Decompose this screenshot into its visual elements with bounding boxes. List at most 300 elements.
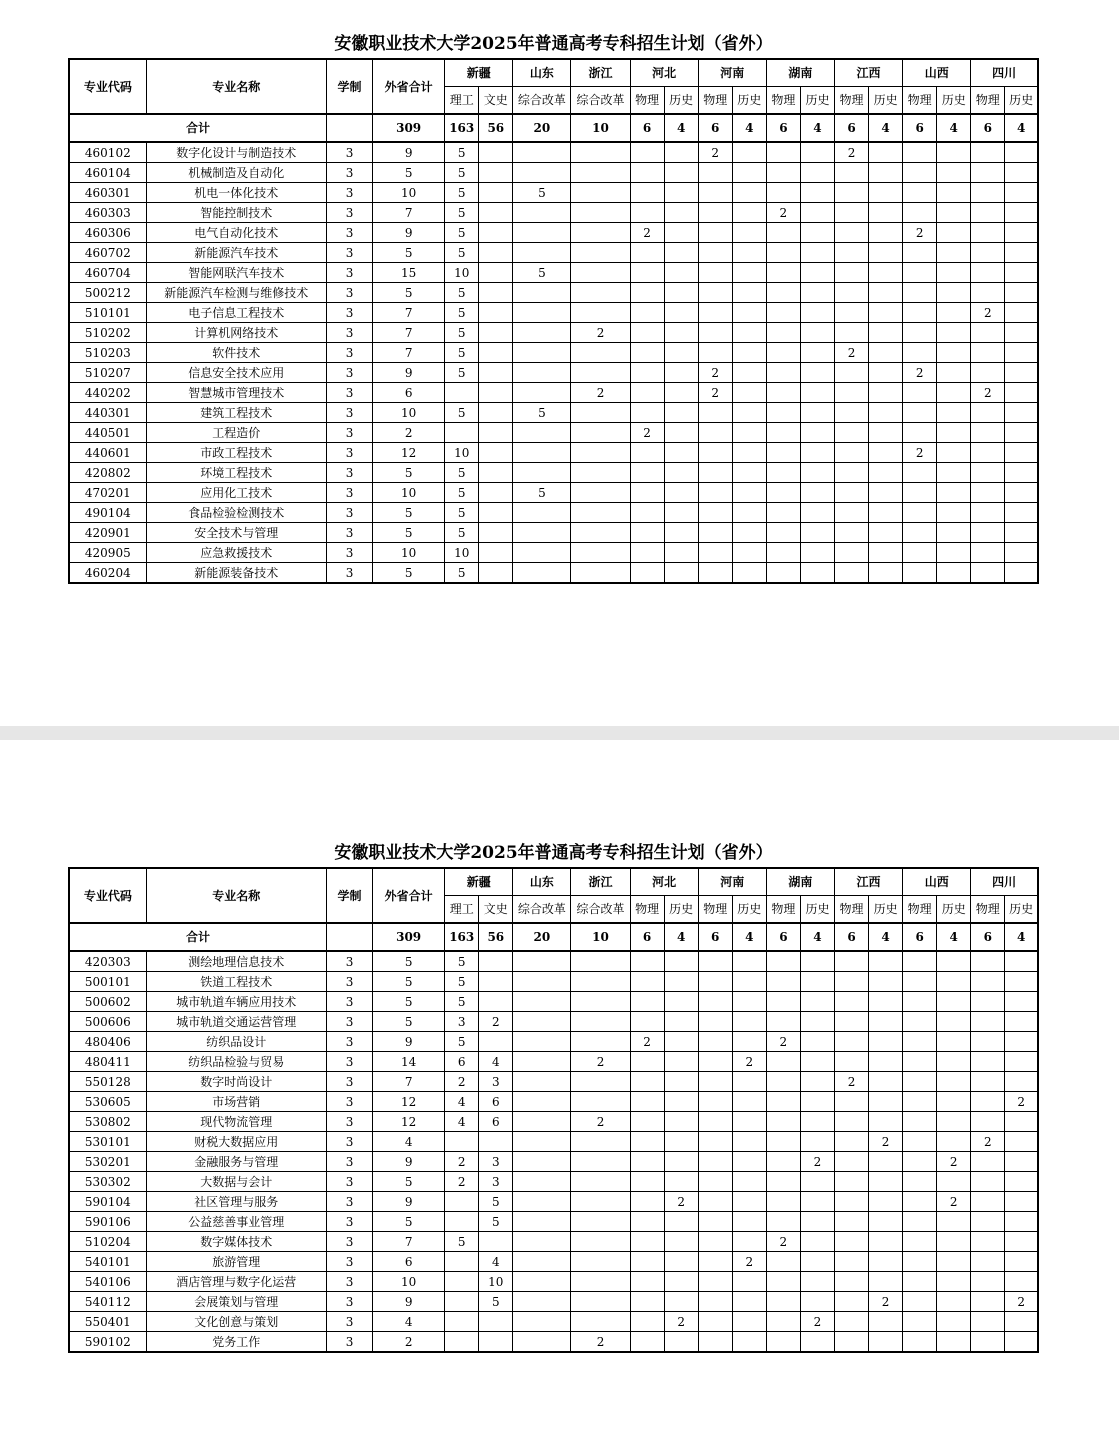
quota-cell: [1005, 1152, 1038, 1172]
header-code: 专业代码: [69, 868, 146, 923]
quota-cell: [698, 1012, 732, 1032]
table-row: [69, 1152, 1038, 1172]
quota-cell: 2: [698, 363, 732, 383]
major-total: 14: [373, 1052, 445, 1072]
quota-cell: [664, 1012, 698, 1032]
major-total: 9: [373, 1192, 445, 1212]
header-code: 专业代码: [69, 59, 146, 114]
quota-cell: [903, 283, 937, 303]
quota-cell: [971, 1072, 1005, 1092]
quota-cell: 5: [445, 203, 479, 223]
header-subject: 物理: [630, 896, 664, 924]
header-subject: 综合改革: [571, 896, 630, 924]
header-province: 新疆: [445, 868, 513, 896]
quota-cell: [571, 543, 630, 563]
quota-cell: [869, 383, 903, 403]
quota-cell: [479, 283, 513, 303]
total-value: 4: [800, 114, 834, 142]
quota-cell: [1005, 951, 1038, 972]
total-value: 163: [445, 114, 479, 142]
major-name: 大数据与会计: [146, 1172, 326, 1192]
major-duration: 3: [326, 523, 372, 543]
total-value: 6: [698, 923, 732, 951]
quota-cell: 5: [445, 303, 479, 323]
quota-cell: [834, 1152, 868, 1172]
quota-cell: [766, 1252, 800, 1272]
quota-cell: [571, 1312, 630, 1332]
total-value: 6: [698, 114, 732, 142]
enrollment-table: [68, 867, 1039, 1353]
quota-cell: [971, 1192, 1005, 1212]
table-row: [69, 403, 1038, 423]
major-name: 智慧城市管理技术: [146, 383, 326, 403]
major-duration: 3: [326, 142, 372, 163]
table-row: [69, 543, 1038, 563]
table-row: [69, 951, 1038, 972]
quota-cell: 5: [445, 223, 479, 243]
quota-cell: [479, 1132, 513, 1152]
quota-cell: [971, 972, 1005, 992]
major-code: 440601: [69, 443, 146, 463]
quota-cell: [1005, 243, 1038, 263]
header-province: 浙江: [571, 868, 630, 896]
quota-cell: [937, 163, 971, 183]
quota-cell: [698, 1252, 732, 1272]
quota-cell: 4: [445, 1112, 479, 1132]
quota-cell: [664, 463, 698, 483]
table-row: [69, 223, 1038, 243]
major-code: 470201: [69, 483, 146, 503]
quota-cell: [800, 1292, 834, 1312]
quota-cell: [766, 1112, 800, 1132]
quota-cell: [971, 223, 1005, 243]
quota-cell: [571, 563, 630, 584]
quota-cell: [800, 1012, 834, 1032]
total-row: [69, 923, 1038, 951]
major-duration: 3: [326, 992, 372, 1012]
quota-cell: [869, 423, 903, 443]
quota-cell: [903, 972, 937, 992]
quota-cell: [630, 163, 664, 183]
major-name: 机电一体化技术: [146, 183, 326, 203]
quota-cell: [479, 543, 513, 563]
major-duration: 3: [326, 283, 372, 303]
quota-cell: [664, 163, 698, 183]
major-duration: 3: [326, 1332, 372, 1353]
quota-cell: [513, 303, 571, 323]
major-code: 510202: [69, 323, 146, 343]
major-total: 10: [373, 1272, 445, 1292]
total-value: 20: [513, 114, 571, 142]
header-subject: 理工: [445, 896, 479, 924]
quota-cell: [766, 163, 800, 183]
major-total: 5: [373, 163, 445, 183]
quota-cell: [1005, 1312, 1038, 1332]
quota-cell: [869, 523, 903, 543]
header-subject: 理工: [445, 87, 479, 115]
major-name: 机械制造及自动化: [146, 163, 326, 183]
major-code: 530605: [69, 1092, 146, 1112]
major-duration: 3: [326, 1312, 372, 1332]
quota-cell: [664, 1132, 698, 1152]
quota-cell: 3: [445, 1012, 479, 1032]
quota-cell: [698, 203, 732, 223]
quota-cell: [766, 343, 800, 363]
quota-cell: [903, 523, 937, 543]
quota-cell: [513, 1152, 571, 1172]
quota-cell: [869, 1072, 903, 1092]
quota-cell: [479, 343, 513, 363]
quota-cell: [445, 383, 479, 403]
quota-cell: [800, 303, 834, 323]
quota-cell: [903, 951, 937, 972]
quota-cell: 5: [445, 243, 479, 263]
quota-cell: [766, 1292, 800, 1312]
quota-cell: [630, 563, 664, 584]
quota-cell: [903, 992, 937, 1012]
table-row: [69, 363, 1038, 383]
header-subject: 文史: [479, 896, 513, 924]
header-subject: 综合改革: [513, 87, 571, 115]
quota-cell: [800, 1132, 834, 1152]
major-duration: 3: [326, 1152, 372, 1172]
quota-cell: [1005, 463, 1038, 483]
quota-cell: 4: [445, 1092, 479, 1112]
quota-cell: 2: [869, 1292, 903, 1312]
quota-cell: [1005, 163, 1038, 183]
quota-cell: [800, 142, 834, 163]
quota-cell: [513, 243, 571, 263]
quota-cell: [664, 263, 698, 283]
major-code: 540106: [69, 1272, 146, 1292]
table-row: [69, 1332, 1038, 1353]
quota-cell: [630, 403, 664, 423]
header-province: 湖南: [766, 59, 834, 87]
quota-cell: [800, 483, 834, 503]
major-duration: 3: [326, 383, 372, 403]
quota-cell: [766, 972, 800, 992]
quota-cell: [732, 1312, 766, 1332]
quota-cell: [869, 343, 903, 363]
quota-cell: [1005, 992, 1038, 1012]
total-value: 4: [869, 923, 903, 951]
major-name: 计算机网络技术: [146, 323, 326, 343]
table-row: [69, 303, 1038, 323]
total-value: 4: [937, 114, 971, 142]
header-subject: 物理: [766, 87, 800, 115]
quota-cell: [800, 1112, 834, 1132]
quota-cell: [698, 343, 732, 363]
quota-cell: [971, 563, 1005, 584]
quota-cell: [664, 283, 698, 303]
quota-cell: [834, 1052, 868, 1072]
quota-cell: [571, 243, 630, 263]
quota-cell: [800, 1072, 834, 1092]
major-duration: 3: [326, 972, 372, 992]
major-name: 数字媒体技术: [146, 1232, 326, 1252]
quota-cell: [571, 1192, 630, 1212]
header-subject: 物理: [834, 87, 868, 115]
quota-cell: 5: [445, 563, 479, 584]
quota-cell: [766, 443, 800, 463]
quota-cell: [732, 263, 766, 283]
table-row: [69, 1212, 1038, 1232]
major-name: 社区管理与服务: [146, 1192, 326, 1212]
total-value: 6: [903, 114, 937, 142]
major-duration: 3: [326, 303, 372, 323]
table-row: [69, 1052, 1038, 1072]
table-row: [69, 1172, 1038, 1192]
quota-cell: [869, 443, 903, 463]
quota-cell: [1005, 1212, 1038, 1232]
quota-cell: [698, 223, 732, 243]
quota-cell: [630, 1172, 664, 1192]
quota-cell: [766, 363, 800, 383]
quota-cell: [766, 283, 800, 303]
quota-cell: [834, 203, 868, 223]
quota-cell: [664, 1032, 698, 1052]
quota-cell: [834, 283, 868, 303]
quota-cell: [664, 503, 698, 523]
total-value: 6: [971, 923, 1005, 951]
quota-cell: [766, 1172, 800, 1192]
quota-cell: [664, 1172, 698, 1192]
quota-cell: [732, 1152, 766, 1172]
quota-cell: [1005, 263, 1038, 283]
quota-cell: [698, 951, 732, 972]
quota-cell: [732, 523, 766, 543]
header-subject: 历史: [732, 896, 766, 924]
header-subject: 物理: [698, 87, 732, 115]
quota-cell: [903, 1232, 937, 1252]
quota-cell: [1005, 283, 1038, 303]
quota-cell: [698, 163, 732, 183]
quota-cell: [766, 1072, 800, 1092]
quota-cell: 2: [1005, 1292, 1038, 1312]
quota-cell: [903, 1252, 937, 1272]
quota-cell: [1005, 363, 1038, 383]
total-value: 4: [664, 923, 698, 951]
quota-cell: 2: [630, 223, 664, 243]
header-subject: 历史: [664, 896, 698, 924]
major-code: 460204: [69, 563, 146, 584]
total-duration: [326, 923, 372, 951]
header-subject: 物理: [903, 896, 937, 924]
quota-cell: [571, 303, 630, 323]
quota-cell: [834, 1132, 868, 1152]
quota-cell: [630, 1052, 664, 1072]
quota-cell: 2: [971, 303, 1005, 323]
quota-cell: [937, 1272, 971, 1292]
quota-cell: 5: [445, 343, 479, 363]
table-row: [69, 563, 1038, 584]
quota-cell: 2: [445, 1172, 479, 1192]
quota-cell: [869, 1212, 903, 1232]
quota-cell: [479, 1232, 513, 1252]
quota-cell: 5: [513, 263, 571, 283]
quota-cell: [834, 1332, 868, 1353]
quota-cell: [630, 383, 664, 403]
quota-cell: [445, 1212, 479, 1232]
quota-cell: [903, 403, 937, 423]
major-duration: 3: [326, 463, 372, 483]
quota-cell: 2: [630, 1032, 664, 1052]
quota-cell: [971, 1212, 1005, 1232]
quota-cell: [834, 1212, 868, 1232]
major-code: 510203: [69, 343, 146, 363]
quota-cell: [664, 363, 698, 383]
major-total: 5: [373, 1172, 445, 1192]
quota-cell: [513, 1192, 571, 1212]
major-code: 550128: [69, 1072, 146, 1092]
quota-cell: [766, 223, 800, 243]
major-duration: 3: [326, 543, 372, 563]
quota-cell: 4: [479, 1252, 513, 1272]
quota-cell: 2: [971, 1132, 1005, 1152]
quota-cell: [479, 263, 513, 283]
quota-cell: [937, 523, 971, 543]
quota-cell: [664, 1212, 698, 1232]
quota-cell: [664, 1052, 698, 1072]
quota-cell: [766, 383, 800, 403]
quota-cell: [1005, 1112, 1038, 1132]
header-province: 河北: [630, 868, 698, 896]
quota-cell: [937, 543, 971, 563]
quota-cell: [766, 563, 800, 584]
major-name: 智能网联汽车技术: [146, 263, 326, 283]
quota-cell: [937, 1212, 971, 1232]
quota-cell: [698, 183, 732, 203]
quota-cell: [571, 972, 630, 992]
quota-cell: [1005, 343, 1038, 363]
quota-cell: [479, 423, 513, 443]
table-row: [69, 183, 1038, 203]
major-code: 510207: [69, 363, 146, 383]
quota-cell: [903, 303, 937, 323]
quota-cell: [664, 1072, 698, 1092]
header-subject: 物理: [903, 87, 937, 115]
quota-cell: [834, 1172, 868, 1192]
quota-cell: [664, 203, 698, 223]
quota-cell: [834, 223, 868, 243]
major-name: 酒店管理与数字化运营: [146, 1272, 326, 1292]
major-code: 480406: [69, 1032, 146, 1052]
quota-cell: [834, 1092, 868, 1112]
quota-cell: [834, 1252, 868, 1272]
quota-cell: 5: [479, 1212, 513, 1232]
major-name: 电子信息工程技术: [146, 303, 326, 323]
quota-cell: [937, 303, 971, 323]
quota-cell: [834, 363, 868, 383]
quota-cell: [698, 463, 732, 483]
major-name: 金融服务与管理: [146, 1152, 326, 1172]
quota-cell: [732, 951, 766, 972]
quota-cell: [834, 463, 868, 483]
quota-cell: [664, 563, 698, 584]
major-code: 440501: [69, 423, 146, 443]
quota-cell: [766, 142, 800, 163]
quota-cell: 2: [834, 343, 868, 363]
quota-cell: [630, 463, 664, 483]
total-value: 56: [479, 923, 513, 951]
major-total: 7: [373, 1232, 445, 1252]
major-code: 510204: [69, 1232, 146, 1252]
quota-cell: [937, 1072, 971, 1092]
major-duration: 3: [326, 951, 372, 972]
major-total: 6: [373, 1252, 445, 1272]
quota-cell: [664, 1232, 698, 1252]
quota-cell: [698, 443, 732, 463]
quota-cell: 2: [698, 383, 732, 403]
quota-cell: [971, 1112, 1005, 1132]
quota-cell: [513, 951, 571, 972]
quota-cell: [834, 383, 868, 403]
header-subject: 历史: [1005, 87, 1038, 115]
quota-cell: [571, 1072, 630, 1092]
quota-cell: [479, 403, 513, 423]
quota-cell: [766, 543, 800, 563]
quota-cell: [937, 1032, 971, 1052]
major-code: 500101: [69, 972, 146, 992]
total-value: 4: [1005, 923, 1038, 951]
quota-cell: [664, 1332, 698, 1353]
quota-cell: [571, 443, 630, 463]
major-duration: 3: [326, 423, 372, 443]
quota-cell: [698, 403, 732, 423]
quota-cell: [698, 1332, 732, 1353]
quota-cell: [937, 142, 971, 163]
major-duration: 3: [326, 1172, 372, 1192]
quota-cell: [513, 503, 571, 523]
header-name: 专业名称: [146, 868, 326, 923]
quota-cell: [630, 323, 664, 343]
quota-cell: [869, 503, 903, 523]
quota-cell: [571, 1012, 630, 1032]
quota-cell: 10: [445, 543, 479, 563]
quota-cell: [903, 1192, 937, 1212]
header-province: 河北: [630, 59, 698, 87]
quota-cell: [630, 1092, 664, 1112]
quota-cell: [571, 1292, 630, 1312]
header-subject: 历史: [664, 87, 698, 115]
quota-cell: 5: [445, 972, 479, 992]
quota-cell: [766, 323, 800, 343]
quota-cell: [834, 323, 868, 343]
quota-cell: [971, 483, 1005, 503]
major-duration: 3: [326, 1292, 372, 1312]
total-duration: [326, 114, 372, 142]
major-name: 公益慈善事业管理: [146, 1212, 326, 1232]
quota-cell: [971, 1092, 1005, 1112]
quota-cell: [937, 1292, 971, 1312]
quota-cell: [903, 1212, 937, 1232]
header-subject: 物理: [630, 87, 664, 115]
quota-cell: [937, 423, 971, 443]
quota-cell: [664, 523, 698, 543]
total-value: 4: [869, 114, 903, 142]
quota-cell: [571, 363, 630, 383]
quota-cell: [732, 343, 766, 363]
quota-cell: [698, 263, 732, 283]
quota-cell: [732, 543, 766, 563]
quota-cell: [630, 303, 664, 323]
quota-cell: [971, 403, 1005, 423]
quota-cell: [834, 163, 868, 183]
quota-cell: [664, 972, 698, 992]
quota-cell: [937, 563, 971, 584]
enrollment-table: [68, 58, 1039, 584]
quota-cell: [664, 343, 698, 363]
